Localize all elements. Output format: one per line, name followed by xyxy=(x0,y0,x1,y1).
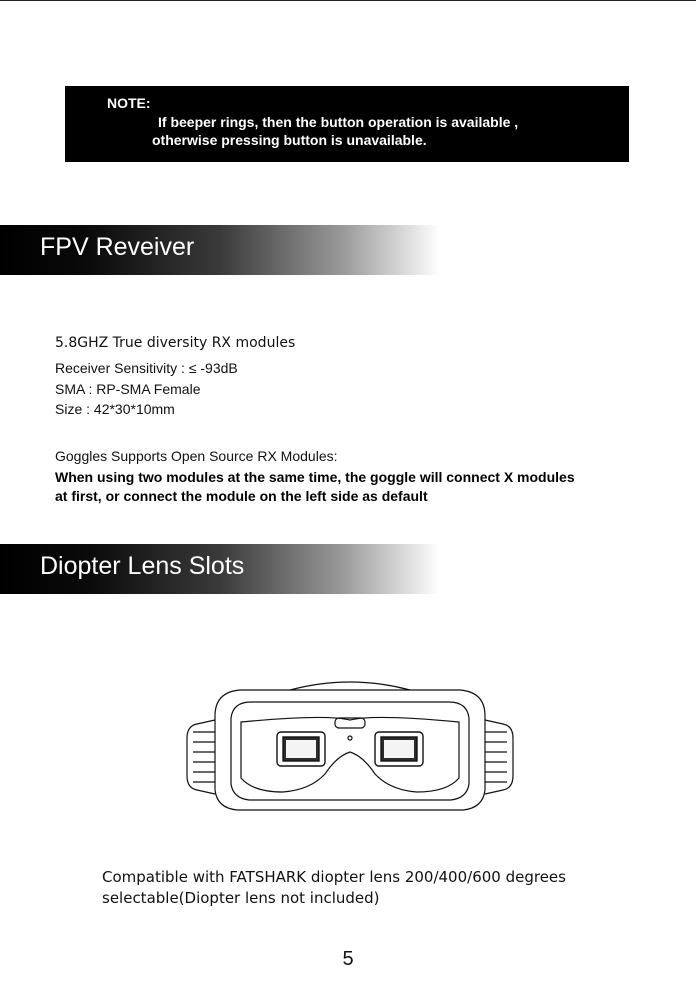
note-box xyxy=(65,86,629,162)
fpv-receiver-banner xyxy=(0,225,440,275)
note-title: NOTE: xyxy=(107,95,151,111)
fpv-receiver-heading: FPV Reveiver xyxy=(40,233,195,261)
rx-support-note-line-1: When using two modules at the same time, the goggle will connect X modules xyxy=(55,469,575,485)
spec-rx-modules: 5.8GHZ True diversity RX modules xyxy=(55,335,296,351)
diopter-caption-line-1: Compatible with FATSHARK diopter lens 200/400/600 degrees xyxy=(102,868,566,886)
diopter-caption-line-2: selectable(Diopter lens not included) xyxy=(102,889,380,907)
note-text-line-1: If beeper rings, then the button operation is available , xyxy=(158,114,519,130)
spec-sma: SMA : RP-SMA Female xyxy=(55,381,201,397)
diopter-lens-banner xyxy=(0,544,440,594)
rx-support-note-line-2: at first, or connect the module on the left side as default xyxy=(55,488,428,504)
goggle-rear-view-illustration xyxy=(185,678,515,828)
diopter-lens-heading: Diopter Lens Slots xyxy=(40,552,245,580)
open-source-rx-title: Goggles Supports Open Source RX Modules: xyxy=(55,448,338,464)
note-text-line-2: otherwise pressing button is unavailable. xyxy=(152,132,427,148)
spec-receiver-sensitivity: Receiver Sensitivity : ≤ -93dB xyxy=(55,360,238,376)
page-number: 5 xyxy=(342,948,354,970)
top-rule xyxy=(0,0,696,1)
spec-size: Size : 42*30*10mm xyxy=(55,401,175,417)
